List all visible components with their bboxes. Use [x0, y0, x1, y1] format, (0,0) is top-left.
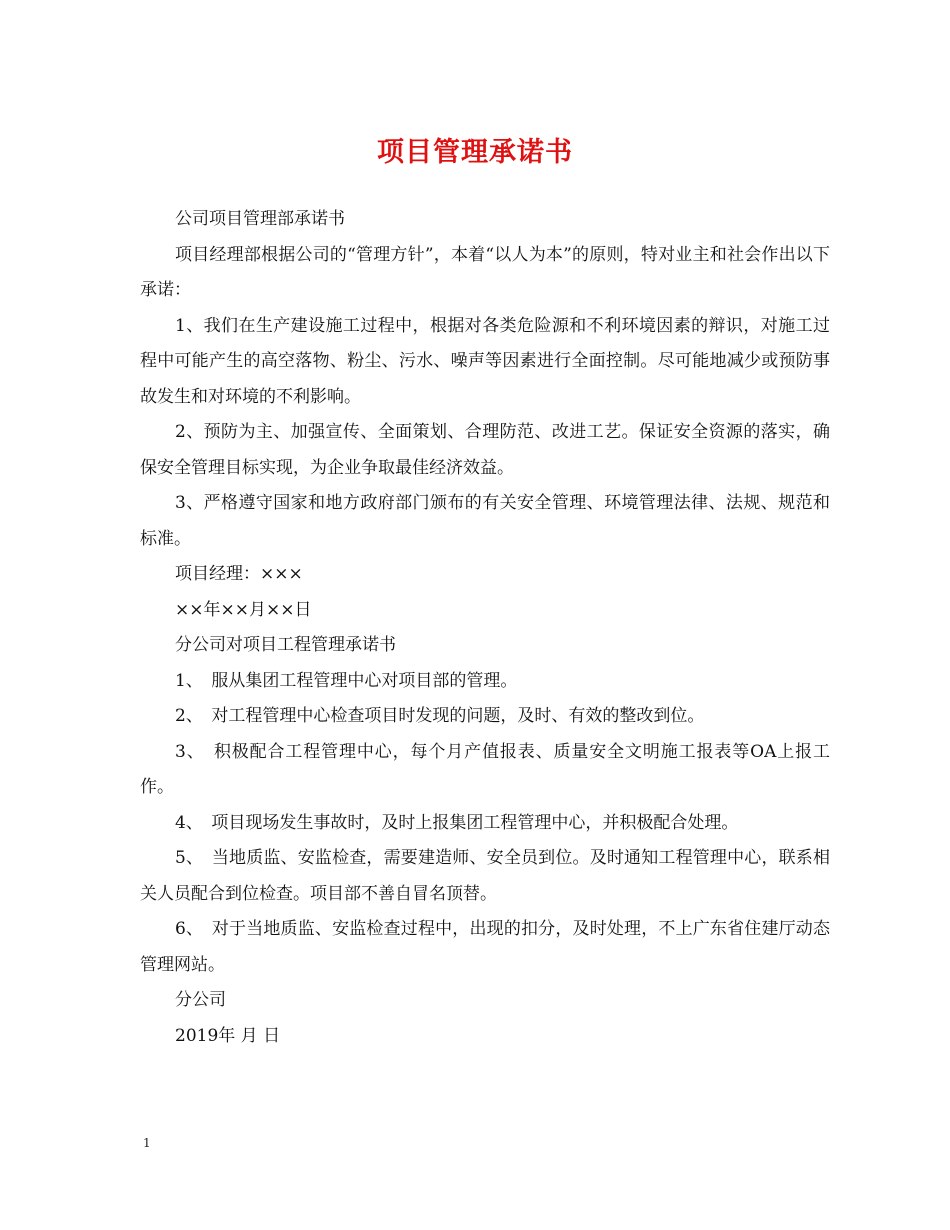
paragraph-company-heading: 公司项目管理部承诺书 — [175, 209, 345, 229]
paragraph-branch-item-6: 6、 对于当地质监、安监检查过程中，出现的扣分，及时处理，不上广东省住建厅动态管理网站。 — [140, 919, 830, 975]
paragraph-branch-heading: 分公司对项目工程管理承诺书 — [175, 635, 396, 655]
paragraph-commitment-1: 1、我们在生产建设施工过程中，根据对各类危险源和不利环境因素的辩识，对施工过程中可能产生的高空落物、粉尘、污水、噪声等因素进行全面控制。尽可能地减少或预防事故发生和对环境的不利影响。 — [140, 315, 830, 407]
paragraph-branch-item-5: 5、 当地质监、安监检查，需要建造师、安全员到位。及时通知工程管理中心，联系相关人员配合到位检查。项目部不善自冒名顶替。 — [140, 848, 830, 904]
document-title: 项目管理承诺书 — [377, 137, 573, 168]
paragraph-branch-item-1: 1、 服从集团工程管理中心对项目部的管理。 — [175, 670, 518, 691]
paragraph-branch-item-3: 3、 积极配合工程管理中心，每个月产值报表、质量安全文明施工报表等OA上报工作。 — [140, 741, 830, 797]
paragraph-branch-item-4: 4、 项目现场发生事故时，及时上报集团工程管理中心，并积极配合处理。 — [175, 812, 739, 833]
paragraph-commitment-2: 2、预防为主、加强宣传、全面策划、合理防范、改进工艺。保证安全资源的落实，确保安全管理目标实现，为企业争取最佳经济效益。 — [140, 422, 830, 478]
paragraph-manager-signature: 项目经理：××× — [175, 564, 303, 584]
page-number: 1 — [143, 1136, 151, 1150]
paragraph-manager-date: ××年××月××日 — [175, 599, 312, 620]
paragraph-branch-signature: 分公司 — [175, 990, 226, 1010]
paragraph-branch-item-2: 2、 对工程管理中心检查项目时发现的问题，及时、有效的整改到位。 — [175, 706, 705, 726]
paragraph-commitment-3: 3、严格遵守国家和地方政府部门颁布的有关安全管理、环境管理法律、法规、规范和标准。 — [140, 493, 830, 549]
paragraph-intro: 项目经理部根据公司的“管理方针”，本着“以人为本”的原则，特对业主和社会作出以下承诺： — [140, 244, 830, 300]
document-body — [140, 202, 830, 1054]
paragraph-branch-date: 2019年 月 日 — [175, 1025, 281, 1046]
